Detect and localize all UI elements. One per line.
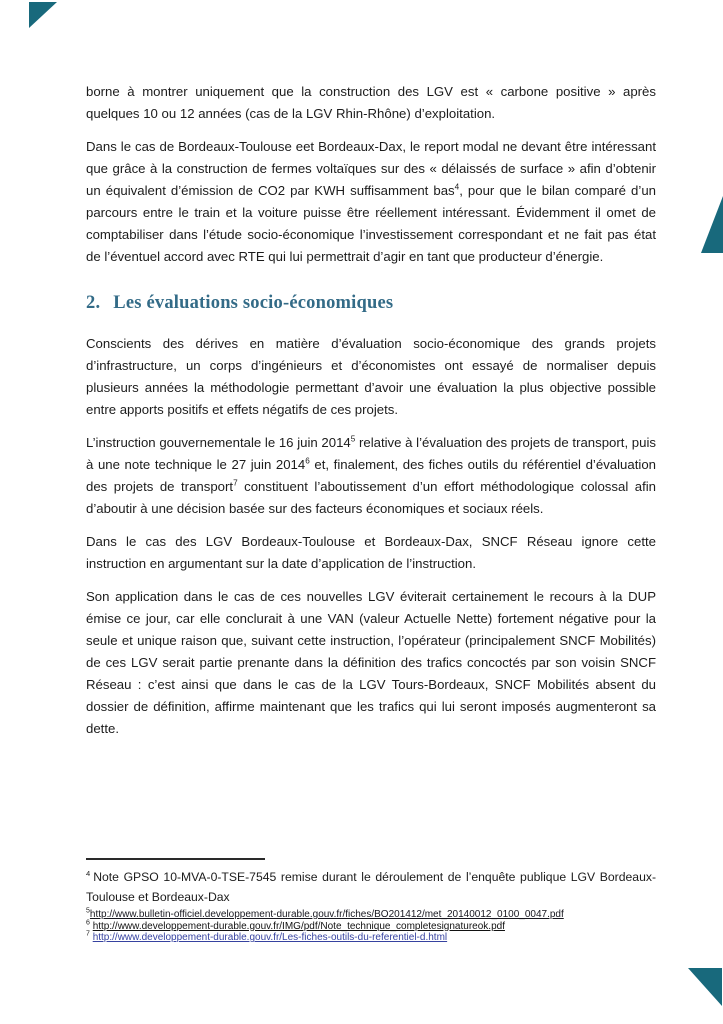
paragraph-text: constituent l’aboutissement d’un effort méthodologique colossal afin d’aboutir à une décision basée sur des facteurs économiques et sociaux réels. xyxy=(86,479,657,516)
footnote-ref-7: 7 xyxy=(233,478,238,488)
footnote-link-note-technique[interactable]: http://www.developpement-durable.gouv.fr/IMG/pdf/Note_technique_completesignatureok.pdf xyxy=(92,920,505,932)
paragraph-text: relative à l’évaluation des projets de transport, puis à une note technique le 27 juin 2014 xyxy=(86,435,656,472)
footnote-5 xyxy=(86,909,656,921)
footnote-marker-7: 7 xyxy=(86,930,90,938)
footnote-4 xyxy=(86,867,656,907)
paragraph-text: L’instruction gouvernementale le 16 juin 2014 xyxy=(86,435,351,450)
edge-triangle-bottom xyxy=(688,968,722,1006)
footnotes xyxy=(86,858,656,944)
footnote-marker-5: 5 xyxy=(86,907,90,915)
footnote-link-fiches-outils[interactable]: http://www.developpement-durable.gouv.fr/Les-fiches-outils-du-referentiel-d.html xyxy=(92,932,448,944)
footnote-ref-5: 5 xyxy=(350,434,356,444)
paragraph-sncf-ignore: Dans le cas des LGV Bordeaux-Toulouse et Bordeaux-Dax, SNCF Réseau ignore cette instruction en argumentant sur la date d’application de l’instruction. xyxy=(86,534,656,571)
paragraph-text: et, finalement, des fiches outils du référentiel d’évaluation des projets de transport xyxy=(86,457,656,494)
footnote-separator xyxy=(86,858,265,860)
footnote-ref-6: 6 xyxy=(305,456,310,466)
footnote-7 xyxy=(86,932,656,944)
section-heading xyxy=(86,290,656,316)
footnote-marker-6: 6 xyxy=(86,919,90,927)
section-title: Les évaluations socio-économiques xyxy=(113,293,394,313)
document-body xyxy=(86,81,656,751)
paragraph-text: , pour que le bilan comparé d’un parcours entre le train et la voiture puisse être réellement intéressant. Évidemment il omet de comptabiliser dans l’étude socio-économique l’investissement correspondant et ne fait pas état de l’éventuel accord avec RTE qui lui permettrait d’agir en tant que producteur d’énergie. xyxy=(86,183,656,264)
footnote-ref-4: 4 xyxy=(454,182,460,192)
footnote-link-bulletin-officiel[interactable]: http://www.bulletin-officiel.developpement-durable.gouv.fr/fiches/BO201412/met_20140012_0100_0047.pdf xyxy=(89,909,564,920)
footnote-6 xyxy=(86,921,656,933)
paragraph-son-application: Son application dans le cas de ces nouvelles LGV éviterait certainement le recours à la DUP émise ce jour, car elle conclurait à une VAN (valeur Actuelle Nette) fortement négative pour la seule et unique raison que, suivant cette instruction, l’opérateur (principalement SNCF Mobilités) de ces LGV serait partie prenante dans la définition des trafics concoctés par son voisin SNCF Réseau : c’est ainsi que dans le cas de la LGV Tours-Bordeaux, SNCF Mobilités absent du dossier de définition, affirme maintenant que les trafics qui lui seront imposés augmenteront sa dette. xyxy=(86,589,656,736)
paragraph-report-modal xyxy=(86,136,656,268)
corner-triangle-top-left xyxy=(29,2,57,28)
section-number: 2. xyxy=(86,293,101,313)
paragraph-carbone-positive: borne à montrer uniquement que la construction des LGV est « carbone positive » après quelques 10 ou 12 années (cas de la LGV Rhin-Rhône) d’exploitation. xyxy=(86,84,656,121)
footnote-text: Note GPSO 10-MVA-0-TSE-7545 remise durant le déroulement de l’enquête publique LGV Bordeaux-Toulouse et Bordeaux-Dax xyxy=(86,870,656,904)
paragraph-conscients: Conscients des dérives en matière d’évaluation socio-économique des grands projets d’infrastructure, un corps d’ingénieurs et d’économistes ont essayé de normaliser depuis plusieurs années la méthodologie permettant d’avoir une évaluation la plus objective possible entre apports positifs et effets négatifs de ces projets. xyxy=(86,336,656,417)
edge-triangle-right xyxy=(701,196,723,253)
footnote-marker-4: 4 xyxy=(86,868,91,878)
paragraph-text: Dans le cas de Bordeaux-Toulouse eet Bordeaux-Dax, le report modal ne devant être intéressant que grâce à la construction de fermes voltaïques sur des « délaissés de surface » afin d’obtenir un équivalent d’émission de CO2 par KWH suffisamment bas xyxy=(86,139,656,198)
paragraph-instruction xyxy=(86,432,656,520)
